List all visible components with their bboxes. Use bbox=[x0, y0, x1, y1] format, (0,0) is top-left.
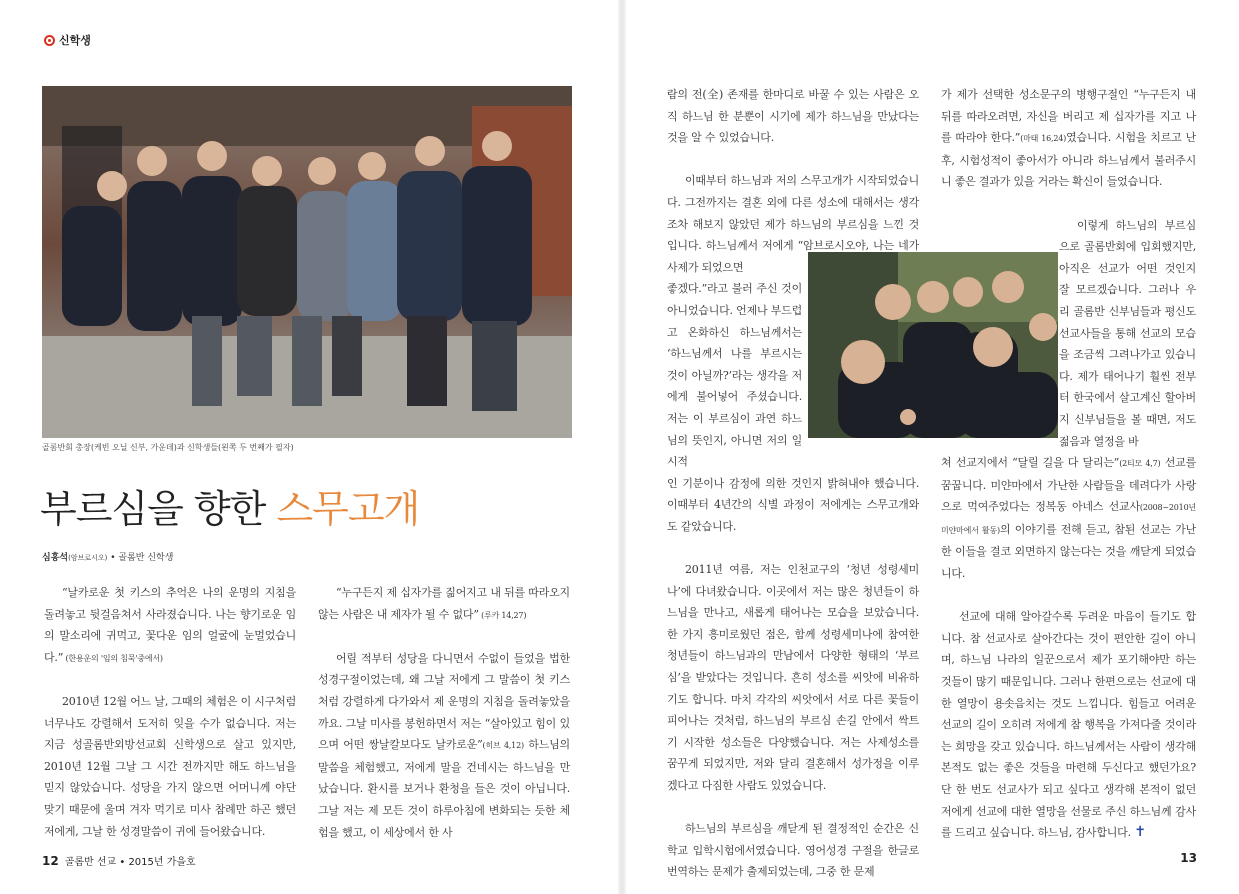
title-accent: 스무고개 bbox=[276, 487, 420, 531]
paragraph: 2011년 여름, 저는 인천교구의 ‘청년 성령세미나’에 다녀왔습니다. 이곳에서 저는 많은 청년들이 하느님을 만나고, 새롭게 태어나는 모습을 보았습니다. 한 가지 흥미로웠던 점은, 함께 성령세미나에 참여한 청년들이 하느님과의 만남에서 다양한 형태의 ‘부르심’을 받았다는 것입니다. 흔히 성소를 씨앗에 비유하기도 합니다. 마치 각각의 씨앗에서 서로 다른 꽃들이 피어나는 것처럼, 하느님의 부르심 손길 안에서 싹트기 시작한 성소들은 다양했습니다. 저는 사제성소를 꿈꾸게 되었지만, 저와 달리 결혼해서 성가정을 이루겠다고 다짐한 사람도 있었습니다. bbox=[667, 563, 919, 792]
quote-text: “날카로운 첫 키스의 추억은 나의 운명의 지침을 돌려놓고 뒷걸음쳐서 사라졌습니다. 나는 향기로운 임의 말소리에 귀먹고, 꽃다운 임의 얼굴에 눈멀었습니다.” bbox=[44, 586, 296, 664]
selfie-photo bbox=[808, 252, 1058, 438]
scripture-ref: (마태 16,24) bbox=[1020, 134, 1067, 144]
column-4 bbox=[941, 84, 1196, 865]
author-role: • 골롬반 신학생 bbox=[107, 553, 174, 563]
author-baptismal: (암브로시오) bbox=[68, 554, 108, 562]
photo-caption: 골롬반회 총장(케빈 오닐 신부, 가운데)과 신학생들(왼쪽 두 번째가 필자) bbox=[42, 443, 294, 452]
paragraph-text: 이렇게 하느님의 부르심으로 골롬반회에 입회했지만, 아직은 선교가 어떤 것인지 잘 모르겠습니다. 그러나 우리 골롬반 신부님들과 평신도 선교사들을 통해 선교의 모습을 조금씩 그려나가고 있습니다. 제가 태어나기 훨씬 전부터 한국에서 살고계신 할아버지 신부님들을 볼 때면, 저도 젊음과 열정을 바 bbox=[1059, 218, 1196, 448]
paragraph bbox=[318, 582, 570, 626]
paragraph: 람의 전(全) 존재를 한마디로 바꿀 수 있는 사람은 오직 하느님 한 분뿐이 시기에 제가 하느님을 만났다는 것을 알 수 있었습니다. bbox=[667, 88, 919, 145]
wrapped-text bbox=[667, 278, 802, 472]
column-2 bbox=[318, 582, 570, 865]
paragraph-text: 쳐 선교지에서 “달릴 길을 다 달리는” bbox=[941, 456, 1120, 470]
quote-source: (루카 14,27) bbox=[478, 610, 527, 620]
page-number-right: 13 bbox=[1180, 851, 1197, 865]
magazine-issue: 골롬반 선교 • 2015년 가을호 bbox=[64, 857, 196, 868]
selfie-photo-image bbox=[808, 252, 1058, 438]
paragraph: 인 기분이나 감정에 의한 것인지 밝혀내야 했습니다. 이때부터 4년간의 식별 과정이 저에게는 스무고개와도 같았습니다. bbox=[667, 476, 919, 533]
paragraph-text: 어릴 적부터 성당을 다니면서 수없이 들었을 법한 성경구절이었는데, 왜 그날 저에게 그 말씀이 첫 키스처럼 강렬하게 다가와서 제 운명의 지침을 돌려놓았을까요. 그날 미사를 봉헌하면서 저는 “살아있고 힘이 있으며 어떤 쌍날칼보다도 날카로운” bbox=[318, 651, 570, 752]
section-label-text: 신학생 bbox=[59, 34, 91, 47]
page-gutter bbox=[618, 0, 626, 894]
paragraph-text: 선교에 대해 알아갈수록 두려운 마음이 들기도 합니다. 참 선교사로 살아간다는 것이 편안한 길이 아니며, 하느님 나라의 일꾼으로서 제가 포기해야만 하는 것들이 많기 때문입니다. 그러나 한편으로는 선교에 대한 열망이 용솟음치는 것도 느낍니다. 힘들고 어려운 선교의 길이 오히려 저에게 참 행복을 가져다줄 것이라는 희망을 갖고 있습니다. 하느님께서는 사람이 생각해 본적도 없는 좋은 것들을 마련해 두신다고 했던가요? 단 한 번도 선교사가 되고 싶다고 생각해 본적이 없던 저에게 선교에 대한 열망을 선물로 주신 하느님께 감사를 드리고 싶습니다. 하느님, 감사합니다. bbox=[941, 610, 1196, 840]
paragraph-text: 의 이야기를 전해 듣고, 참된 선교는 가난한 이들을 결코 외면하지 않는다는 것을 깨닫게 되었습니다. bbox=[941, 522, 1196, 581]
group-photo bbox=[42, 86, 572, 438]
target-icon bbox=[44, 35, 55, 46]
paragraph-text: 였습니다. 시험을 치르고 난 후, 시험성적이 좋아서가 아니라 하느님께서 불러주시니 좋은 결과가 있을 거라는 확신이 들었습니다. bbox=[941, 131, 1196, 189]
quote-source: (한용운의 '임의 침묵'중에서) bbox=[63, 653, 163, 663]
wrapped-first-line bbox=[1059, 215, 1196, 453]
paragraph-text: 이때부터 하느님과 저의 스무고개가 시작되었습니다. 그전까지는 결혼 외에 다른 성소에 대해서는 생각조차 해보지 않았던 제가 하느님의 부르심을 느낀 것입니다. 하느님께서 저에게 “암브로시오야, 나는 네가 사제가 되었으면 bbox=[667, 174, 919, 274]
paragraph-text: 선교를 꿈꿉니다. 미얀마에서 가난한 사람들을 데려다가 사랑으로 먹여주었다는 정복동 아네스 선교사 bbox=[941, 456, 1196, 514]
scripture-ref: (히브 4,12) bbox=[482, 741, 524, 751]
group-photo-image bbox=[42, 86, 572, 438]
paragraph bbox=[941, 606, 1196, 844]
paragraph bbox=[318, 648, 570, 843]
byline bbox=[42, 550, 173, 563]
column-1 bbox=[44, 582, 296, 864]
paragraph: 2010년 12월 어느 날, 그때의 체험은 이 시구처럼 너무나도 강렬해서 도저히 잊을 수가 없습니다. 저는 지금 성골롬반외방선교회 신학생으로 살고 있지만, 2010년 12월 그날 그 시간 전까지만 해도 하느님을 믿지 않았습니다. 성당을 가지 않으면 어머니께 야단맞기 때문에 울며 겨자 먹기로 미사 참례만 하곤 했던 저에게, 그날 한 성경말씀이 귀에 들어왔습니다. bbox=[44, 694, 296, 838]
article-title bbox=[40, 478, 419, 533]
scripture-ref: (2티모 4,7) bbox=[1119, 459, 1161, 469]
paragraph bbox=[941, 452, 1196, 585]
paragraph-text: 하느님의 말씀을 체험했고, 저에게 말을 건네시는 하느님을 만났습니다. 환시를 보거나 환청을 들은 것이 아닙니다. 그날 저는 제 모든 것이 하루아침에 변화되는 듯한 체험을 했고, 이 세상에서 한 사 bbox=[318, 738, 570, 839]
paragraph: 하느님의 부르심을 깨닫게 된 결정적인 순간은 신학교 입학시험에서였습니다. 영어성경 구절을 한글로 번역하는 문제가 출제되었는데, 그중 한 문제 bbox=[667, 822, 919, 879]
quote-text: “누구든지 제 십자가를 짊어지고 내 뒤를 따라오지 않는 사람은 내 제자가 될 수 없다” bbox=[318, 586, 570, 621]
column-3 bbox=[667, 84, 919, 894]
paragraph bbox=[941, 84, 1196, 193]
date-note: (2008~2010년 미얀마에서 활동) bbox=[941, 503, 1196, 535]
title-main: 부르심을 향한 bbox=[40, 487, 277, 531]
paragraph-text: 좋겠다.”라고 불러 주신 것이 아니었습니다. 언제나 부드럽고 온화하신 하느님께서는 ‘하느님께서 나를 부르시는 것이 아닐까?’라는 생각을 저에게 불어넣어 주셨습니다. 저는 이 부르심이 과연 하느님의 뜻인지, 아니면 저의 일시적 bbox=[667, 282, 803, 469]
folio-left bbox=[42, 853, 196, 868]
page-number-left: 12 bbox=[42, 854, 59, 868]
paragraph bbox=[44, 582, 296, 669]
paragraph-text: 가 제가 선택한 성소문구의 병행구절인 “누구든지 내 뒤를 따라오려면, 자신을 버리고 제 십자가를 지고 나를 따라야 한다.” bbox=[941, 88, 1196, 145]
author-name: 심홍석 bbox=[42, 553, 69, 563]
section-label bbox=[44, 32, 91, 48]
cross-icon: ✝ bbox=[1134, 824, 1146, 841]
